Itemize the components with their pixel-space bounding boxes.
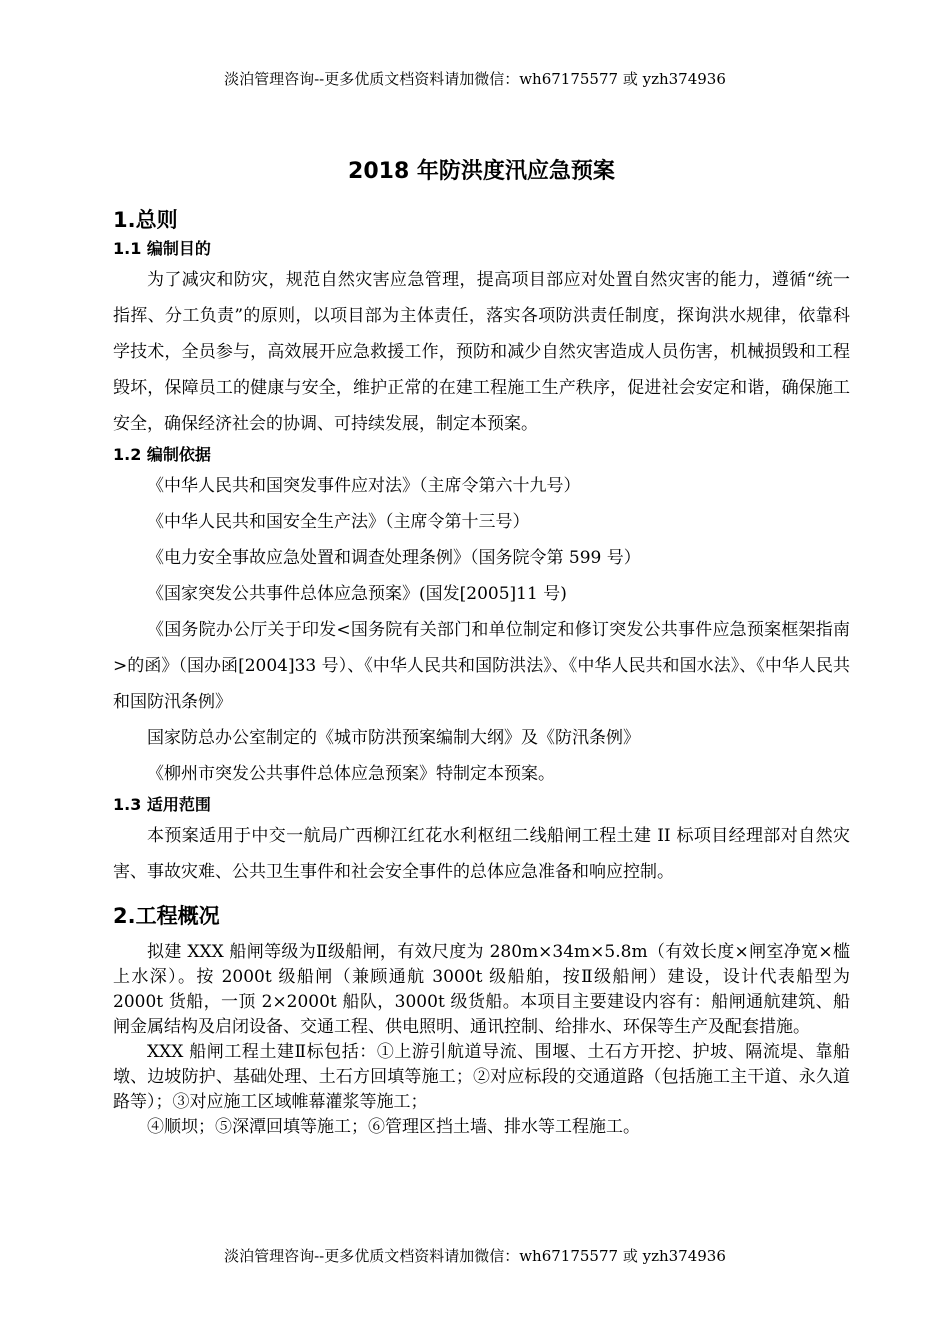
subsection-heading-basis: 1.2 编制依据: [113, 445, 211, 464]
basis-item: 《国务院办公厅关于印发<国务院有关部门和单位制定和修订突发公共事件应急预案框架指南>的函》（国办函[2004]33 号）、《中华人民共和国防洪法》、《中华人民共和国水法》、《中华人民共和国防汛条例》: [113, 620, 850, 712]
basis-item: 《国家突发公共事件总体应急预案》(国发[2005]11 号): [147, 584, 567, 604]
footer-watermark-note: 淡泊管理咨询--更多优质文档资料请加微信：wh67175577 或 yzh374936: [224, 1247, 726, 1265]
document-title: 2018 年防洪度汛应急预案: [348, 159, 615, 184]
basis-item: 《柳州市突发公共事件总体应急预案》特制定本预案。: [147, 764, 555, 784]
basis-item: 国家防总办公室制定的《城市防洪预案编制大纲》及《防汛条例》: [147, 728, 640, 748]
header-watermark-note: 淡泊管理咨询--更多优质文档资料请加微信：wh67175577 或 yzh374936: [224, 70, 726, 88]
overview-paragraph: 拟建 XXX 船闸等级为Ⅱ级船闸，有效尺度为 280m×34m×5.8m（有效长度×闸室净宽×槛上水深）。按 2000t 级船闸（兼顾通航 3000t 级船舶，按Ⅱ级船闸）建设，设计代表船型为 2000t 货船，一顶 2×2000t 船队，3000t 级货船。本项目主要建设内容有：船闸通航建筑、船闸金属结构及启闭设备、交通工程、供电照明、通讯控制、给排水、环保等生产及配套措施。: [113, 942, 850, 1037]
overview-paragraph: ④顺坝；⑤深潭回填等施工；⑥管理区挡土墙、排水等工程施工。: [147, 1117, 640, 1137]
purpose-paragraph: 为了减灾和防灾，规范自然灾害应急管理，提高项目部应对处置自然灾害的能力，遵循“统一指挥、分工负责”的原则，以项目部为主体责任，落实各项防洪责任制度，探询洪水规律，依靠科学技术，全员参与，高效展开应急救援工作，预防和减少自然灾害造成人员伤害，机械损毁和工程毁坏，保障员工的健康与安全，维护正常的在建工程施工生产秩序，促进社会安定和谐，确保施工安全，确保经济社会的协调、可持续发展，制定本预案。: [113, 270, 850, 434]
basis-item: 《中华人民共和国突发事件应对法》（主席令第六十九号）: [147, 476, 581, 496]
basis-item: 《中华人民共和国安全生产法》（主席令第十三号）: [147, 512, 530, 532]
section-heading-general: 1.总则: [113, 208, 178, 232]
overview-paragraph: XXX 船闸工程土建Ⅱ标包括：①上游引航道导流、围堰、土石方开挖、护坡、隔流堤、靠船墩、边坡防护、基础处理、土石方回填等施工；②对应标段的交通道路（包括施工主干道、永久道路等）；③对应施工区域帷幕灌浆等施工；: [113, 1042, 850, 1112]
scope-paragraph: 本预案适用于中交一航局广西柳江红花水利枢纽二线船闸工程土建 II 标项目经理部对自然灾害、事故灾难、公共卫生事件和社会安全事件的总体应急准备和响应控制。: [113, 826, 850, 882]
subsection-heading-scope: 1.3 适用范围: [113, 795, 211, 814]
section-heading-project-overview: 2.工程概况: [113, 904, 220, 928]
subsection-heading-purpose: 1.1 编制目的: [113, 239, 211, 258]
basis-item: 《电力安全事故应急处置和调查处理条例》（国务院令第 599 号）: [147, 548, 641, 568]
document-body: [113, 150, 850, 1140]
